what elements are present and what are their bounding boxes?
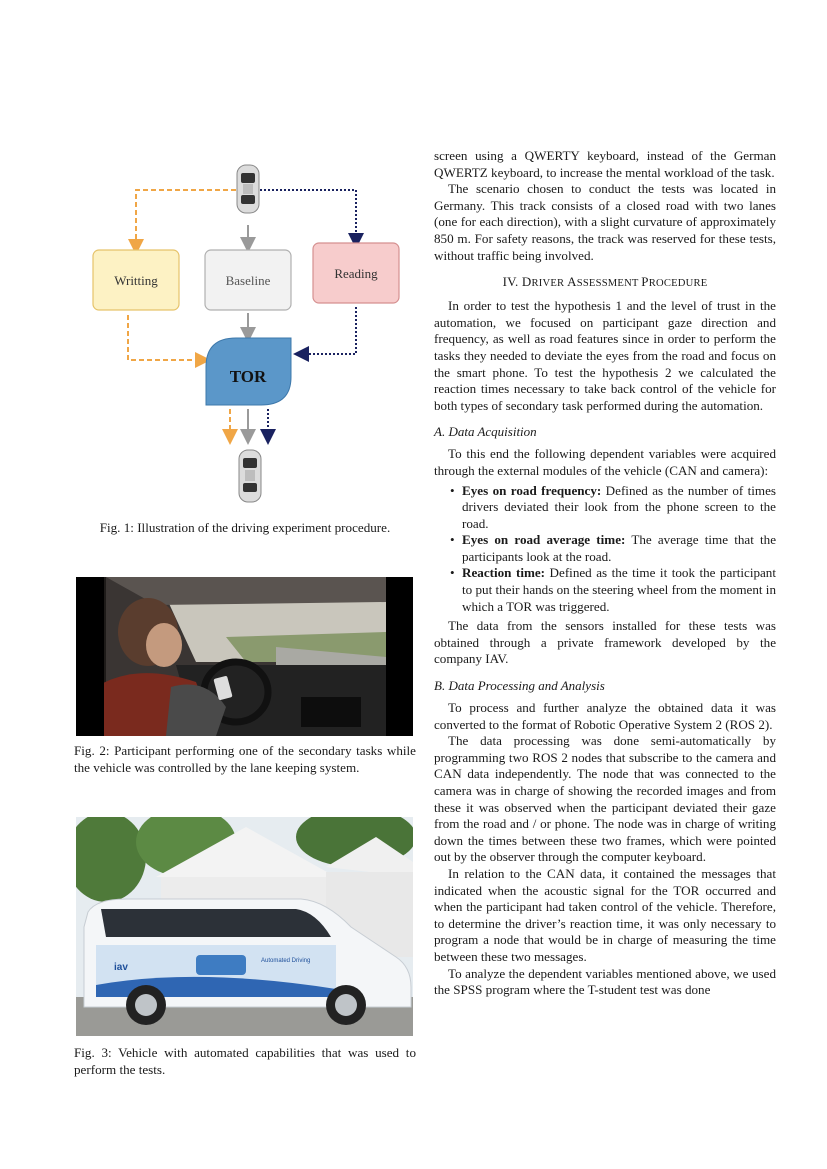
baseline-box xyxy=(205,250,291,310)
right-column xyxy=(434,148,776,999)
arrow-writing-to-tor xyxy=(128,315,203,360)
figure-1-caption: Fig. 1: Illustration of the driving experiment procedure. xyxy=(99,520,391,535)
writing-box xyxy=(93,250,179,310)
list-item: • Eyes on road frequency: Defined as the number of times drivers deviated their look from the phone screen to the road. xyxy=(450,482,776,531)
list-item: • Reaction time: Defined as the time it took the participant to put their hands on the steering wheel from the moment in which a TOR was triggered. xyxy=(450,565,776,614)
paragraph-keyboard: screen using a QWERTY keyboard, instead of the German QWERTZ keyboard, to increase the mental workload of the task. xyxy=(434,148,776,180)
subsection-a-heading: A. Data Acquisition xyxy=(434,424,537,440)
car-bottom-icon xyxy=(239,450,261,502)
paragraph-processing: The data processing was done semi-automatically by programming two ROS 2 nodes that subscribe to the camera and CAN data independently. The node that was connected to the camera was in charge of showing the recorded images and from these it was observed when the participant deviated their gaze from the road and / or phone. The node was in charge of writing down the times between these two frames, which were pointed out by the observer through the computer keyboard. xyxy=(434,733,776,865)
arrow-to-writing xyxy=(136,190,236,247)
baseline-label: Baseline xyxy=(225,273,271,288)
paragraph-hypothesis: In order to test the hypothesis 1 and the level of trust in the automation, we focused on participant gaze direction and frequency, as well as road features since in order to perform the tasks they needed to deviate the eyes from the road and focus on the smart phone. To test the hypothesis 2 we calculated the reaction times necessary to take back control of the vehicle for both types of secondary task performed during the automation. xyxy=(434,298,776,413)
procedure-diagram xyxy=(88,155,408,517)
paragraph-ros2: To process and further analyze the obtained data it was converted to the format of Robotic Operative System 2 (ROS 2). xyxy=(434,700,776,732)
section-iv-heading: IV. DRIVER ASSESSMENT PROCEDURE xyxy=(502,274,708,290)
list-item: • Eyes on road average time: The average time that the participants look at the road. xyxy=(450,532,777,564)
reading-box xyxy=(313,243,399,303)
paragraph-sensors: The data from the sensors installed for these tests was obtained through a private framework developed by the company IAV. xyxy=(434,618,776,667)
van-logo-text: iav xyxy=(114,962,128,973)
figure-3-caption: Fig. 3: Vehicle with automated capabilities that was used to perform the tests. xyxy=(74,1045,416,1077)
tor-label: TOR xyxy=(229,367,267,386)
subsection-b-heading: B. Data Processing and Analysis xyxy=(434,678,605,694)
tor-box xyxy=(206,338,291,405)
variables-list xyxy=(434,483,776,616)
arrow-to-reading xyxy=(260,190,356,241)
figure-1-diagram xyxy=(88,155,408,517)
paragraph-can-data: In relation to the CAN data, it contained the messages that indicated when the acoustic signal for the TOR occurred and when the participant had taken control of the vehicle. Therefore, to determine the driver’s reaction time, it was only necessary to program a node that would be in charge of measuring the time between these two messages. xyxy=(434,865,776,964)
reading-label: Reading xyxy=(334,266,378,281)
arrow-reading-to-tor xyxy=(301,307,356,354)
figure-3-photo xyxy=(76,817,413,1036)
paragraph-dependent-variables: To this end the following dependent variables were acquired through the external modules of the vehicle (CAN and camera): xyxy=(434,446,776,478)
car-top-icon xyxy=(237,165,259,213)
writing-label: Writting xyxy=(114,273,158,288)
figure-2-caption: Fig. 2: Participant performing one of the secondary tasks while the vehicle was controlled by the lane keeping system. xyxy=(74,743,416,775)
paragraph-spss: To analyze the dependent variables mentioned above, we used the SPSS program where the T-student test was done xyxy=(434,965,776,998)
van-side-text: Automated Driving xyxy=(261,958,311,964)
figure-2-photo xyxy=(76,577,413,736)
paragraph-scenario: The scenario chosen to conduct the tests was located in Germany. This track consists of a closed road with two lanes (one for each direction), with a slight curvature of approximately 850 m. For safety reasons, the track was reserved for these tests, without traffic being involved. xyxy=(434,181,776,263)
